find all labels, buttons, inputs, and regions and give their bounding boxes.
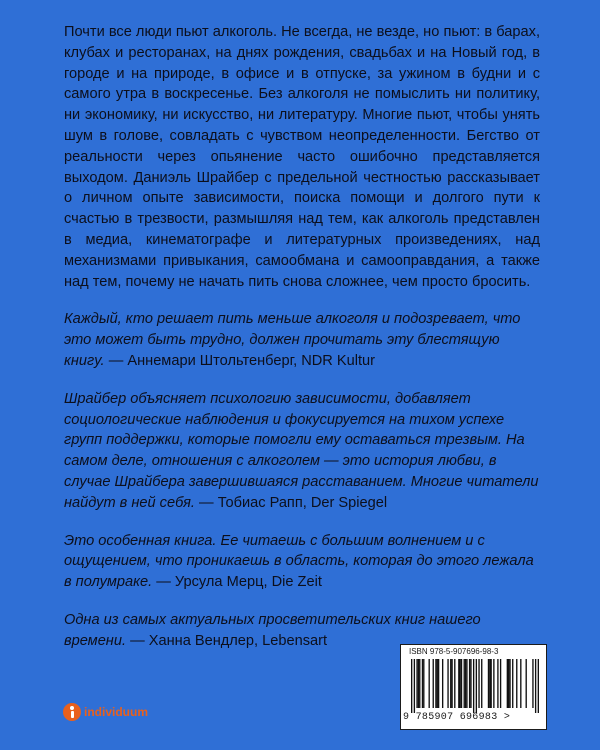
- barcode-bar: [481, 659, 482, 708]
- barcode-bar: [438, 659, 439, 708]
- barcode-bar: [490, 659, 491, 708]
- barcode-bar: [450, 659, 451, 708]
- barcode-bar: [488, 659, 489, 708]
- barcode-bar: [414, 659, 415, 713]
- individuum-logo-icon: [63, 703, 81, 721]
- barcode-bar: [489, 659, 490, 708]
- barcode-icon: [411, 659, 539, 713]
- barcode-bar: [458, 659, 459, 708]
- barcode-bar: [447, 659, 448, 708]
- quote-source: — Тобиас Рапп, Der Spiegel: [199, 494, 388, 511]
- barcode-bar: [507, 659, 508, 708]
- barcode-bar: [418, 659, 419, 708]
- isbn-barcode-box: [400, 644, 547, 730]
- barcode-bar: [476, 659, 477, 713]
- barcode-bar: [500, 659, 501, 708]
- barcode-bar: [512, 659, 513, 708]
- barcode-bar: [497, 659, 498, 708]
- barcode-bar: [470, 659, 471, 708]
- quote-source: — Ханна Вендлер, Lebensart: [130, 632, 328, 649]
- barcode-bar: [508, 659, 509, 708]
- barcode-bar: [465, 659, 466, 708]
- barcode-bar: [451, 659, 452, 708]
- barcode-bar: [454, 659, 455, 708]
- barcode-bar: [466, 659, 467, 708]
- review-quote: [64, 531, 540, 593]
- barcode-bar: [429, 659, 430, 708]
- barcode-bar: [461, 659, 462, 708]
- barcode-bar: [469, 659, 470, 708]
- barcode-bar: [460, 659, 461, 708]
- isbn-label: ISBN 978-5-907696-98-3: [409, 647, 499, 656]
- barcode-bar: [509, 659, 510, 708]
- barcode-bar: [478, 659, 479, 708]
- barcode-bar: [437, 659, 438, 708]
- quote-text: Одна из самых актуальных просветительских книг нашего времени.: [64, 611, 481, 649]
- text-column: [64, 22, 540, 669]
- barcode-bar: [526, 659, 527, 708]
- barcode-bar: [538, 659, 539, 713]
- barcode-bar: [422, 659, 423, 708]
- review-quote: [64, 309, 540, 371]
- barcode-bar: [532, 659, 533, 708]
- barcode-bar: [520, 659, 521, 708]
- barcode-bar: [423, 659, 424, 708]
- barcode-bar: [535, 659, 536, 713]
- quote-source: — Аннемари Штольтенберг, NDR Kultur: [108, 352, 376, 369]
- barcode-bar: [493, 659, 494, 708]
- quote-text: Это особенная книга. Ее читаешь с большим волнением и с ощущением, что проникаешь в область, которая до этого лежала в полумраке.: [64, 532, 534, 591]
- barcode-bar: [442, 659, 443, 708]
- barcode-bar: [473, 659, 474, 713]
- barcode-bar: [419, 659, 420, 708]
- barcode-bar: [433, 659, 434, 708]
- barcode-bar: [416, 659, 417, 708]
- quote-source: — Урсула Мерц, Die Zeit: [156, 574, 322, 591]
- barcode-digits: 9 785907 696983 >: [403, 712, 511, 723]
- barcode-bar: [411, 659, 412, 713]
- book-blurb: Почти все люди пьют алкоголь. Не всегда, не везде, но пьют: в барах, клубах и ресторанах, на днях рождения, свадьбах и на Новый год, в городе и на природе, в офисе и в отпуске, за ужином в будни и с самого утра в воскресенье. Без алкоголя не помыслить ни политику, ни экономику, ни искусство, ни литературу. Многие пьют, чтобы унять шум в голове, совладать с чувством неопределенности. Бегство от реальности через опьянение часто ошибочно представляется выходом. Даниэль Шрайбер с предельной честностью рассказывает о личном опыте зависимости, поиска помощи и долгого пути к счастью в трезвости, размышляя над тем, как алкоголь представлен в медиа, кинематографе и литературных произведениях, над механизмами привыкания, самообмана и самооправдания, а также над тем, почему не начать пить снова сложнее, чем просто бросить.: [64, 24, 540, 290]
- quote-text: Шрайбер объясняет психологию зависимости, добавляет социологические наблюдения и фокусируется на тихом успехе групп поддержки, которые помогли ему оставаться трезвым. На самом деле, отношения с алкоголем — это история любви, в случае Шрайбера завершившаяся расставанием. Многие читатели найдут в ней себя.: [64, 390, 539, 511]
- review-quote: [64, 389, 540, 514]
- publisher-logo: [63, 701, 148, 723]
- barcode-bar: [435, 659, 436, 708]
- publisher-name: individuum: [84, 705, 148, 719]
- barcode-bar: [464, 659, 465, 708]
- barcode-bar: [516, 659, 517, 708]
- quote-text: Каждый, кто решает пить меньше алкоголя и подозревает, что это может быть трудно, должен прочитать эту блестящую книгу.: [64, 311, 521, 369]
